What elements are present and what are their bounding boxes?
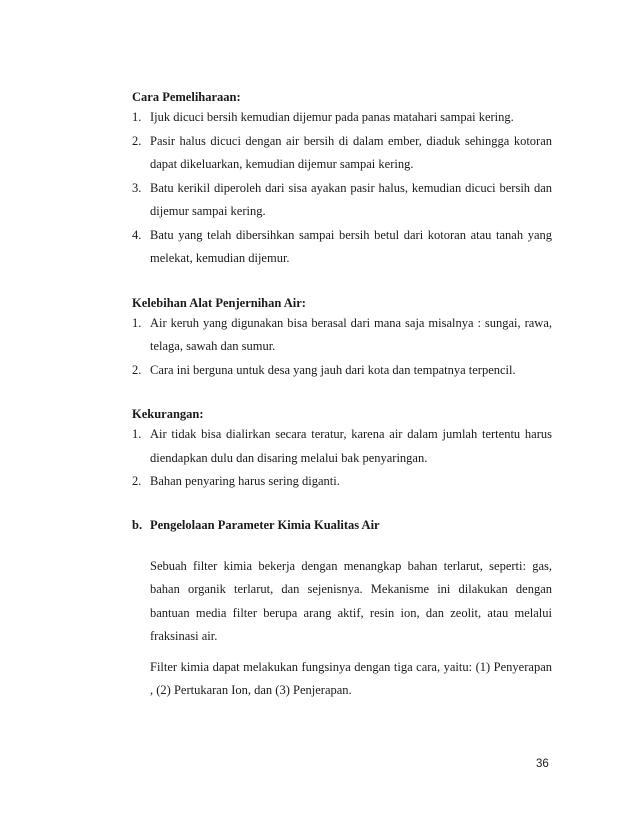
advantages-list	[132, 312, 552, 383]
list-text: Batu kerikil diperoleh dari sisa ayakan pasir halus, kemudian dicuci bersih dan dijemur sampai kering.	[150, 180, 552, 218]
disadvantages-list	[132, 423, 552, 494]
list-text: Air tidak bisa dialirkan secara teratur, karena air dalam jumlah tertentu harus diendapkan dulu dan disaring melalui bak penyaringan.	[150, 427, 552, 465]
list-text: Ijuk dicuci bersih kemudian dijemur pada panas matahari sampai kering.	[150, 110, 514, 124]
list-item	[132, 423, 552, 470]
list-number: 3.	[132, 180, 142, 195]
list-number: 2.	[132, 362, 142, 377]
list-text: Batu yang telah dibersihkan sampai bersih betul dari kotoran atau tanah yang melekat, kemudian dijemur.	[150, 227, 552, 265]
list-text: Air keruh yang digunakan bisa berasal dari mana saja misalnya : sungai, rawa, telaga, sawah dan sumur.	[150, 315, 552, 353]
advantages-section	[132, 294, 552, 383]
page-content	[132, 88, 552, 703]
list-item	[132, 106, 552, 130]
list-number: 2.	[132, 474, 142, 488]
section-b	[132, 516, 552, 703]
section-b-letter: b.	[132, 517, 143, 532]
section-b-title: Pengelolaan Parameter Kimia Kualitas Air	[150, 517, 380, 532]
list-number: 2.	[132, 133, 142, 148]
list-text: Pasir halus dicuci dengan air bersih di dalam ember, diaduk sehingga kotoran dapat dikeluarkan, kemudian dijemur sampai kering.	[150, 133, 552, 171]
care-section	[132, 88, 552, 271]
list-text: Cara ini berguna untuk desa yang jauh dari kota dan tempatnya terpencil.	[150, 362, 516, 377]
list-text: Bahan penyaring harus sering diganti.	[150, 474, 340, 488]
care-heading: Cara Pemeliharaan:	[132, 90, 241, 104]
page-number: 36	[536, 758, 549, 770]
paragraph: Sebuah filter kimia bekerja dengan menangkap bahan terlarut, seperti: gas, bahan organik terlarut, dan sejenisnya. Mekanisme ini dilakukan dengan bantuan media filter berupa arang aktif, resin ion, dan zeolit, atau melalui fraksinasi air.	[150, 558, 552, 643]
disadvantages-section	[132, 405, 552, 494]
list-item	[132, 130, 552, 177]
list-number: 1.	[132, 427, 142, 441]
advantages-heading: Kelebihan Alat Penjernihan Air:	[132, 295, 306, 310]
list-number: 1.	[132, 315, 142, 330]
list-number: 4.	[132, 227, 142, 242]
list-item	[132, 359, 552, 383]
list-item	[132, 177, 552, 224]
section-b-heading	[132, 516, 552, 534]
list-number: 1.	[132, 110, 142, 124]
care-list	[132, 106, 552, 271]
list-item	[132, 312, 552, 359]
list-item	[132, 470, 552, 494]
list-item	[132, 224, 552, 271]
paragraph: Filter kimia dapat melakukan fungsinya dengan tiga cara, yaitu: (1) Penyerapan , (2) Pertukaran Ion, dan (3) Penjerapan.	[150, 659, 552, 697]
disadvantages-heading: Kekurangan:	[132, 407, 204, 421]
